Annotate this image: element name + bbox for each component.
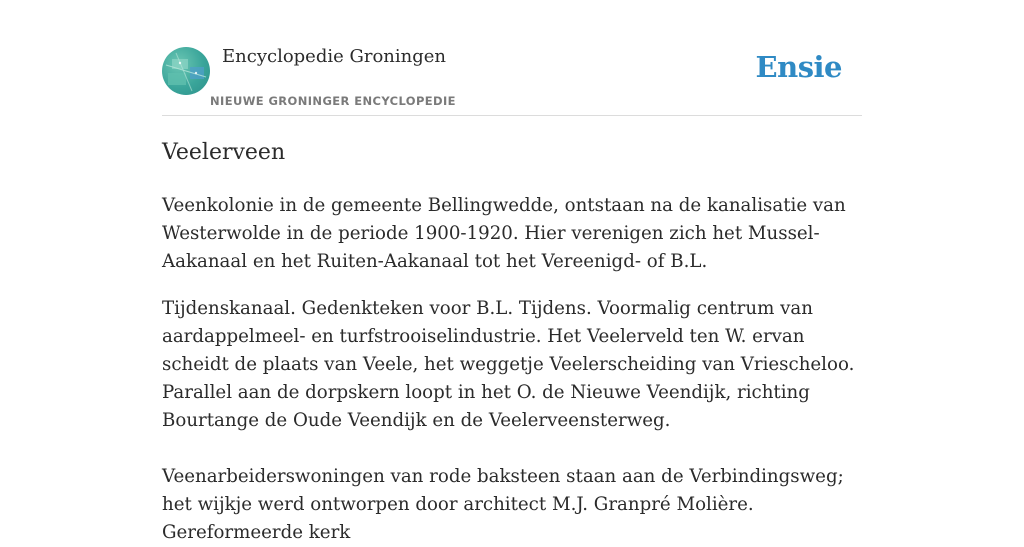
article-title: Veelerveen bbox=[162, 140, 286, 165]
article-paragraph: Veenkolonie in de gemeente Bellingwedde, ontstaan na de kanalisatie van Westerwolde in de periode 1900-1920. Hier verenigen zich het Mussel-Aakanaal en het Ruiten-Aakanaal tot het Vereenigd- of B.L. bbox=[162, 195, 846, 272]
publication-title[interactable]: Encyclopedie Groningen bbox=[222, 46, 447, 67]
encyclopedia-logo-icon[interactable] bbox=[162, 47, 210, 95]
article-paragraph: Veenarbeiderswoningen van rode baksteen staan aan de Verbindingsweg; het wijkje werd ontworpen door architect M.J. Granpré Molière. Gereformeerde kerk bbox=[162, 466, 844, 543]
ensie-brand-logo[interactable]: Ensie bbox=[755, 50, 842, 84]
article-paragraph: Tijdenskanaal. Gedenkteken voor B.L. Tijdens. Voormalig centrum van aardappelmeel- en turfstrooiselindustrie. Het Veelerveld ten W. ervan scheidt de plaats van Veele, het weggetje Veelerscheiding van Vriescheloo. Parallel aan de dorpskern loopt in het O. de Nieuwe Veendijk, richting Bourtange de Oude Veendijk en de Veelerveensterweg. bbox=[162, 298, 855, 431]
header bbox=[162, 0, 862, 116]
article-page bbox=[162, 0, 862, 543]
publication-subtitle: NIEUWE GRONINGER ENCYCLOPEDIE bbox=[210, 94, 456, 108]
